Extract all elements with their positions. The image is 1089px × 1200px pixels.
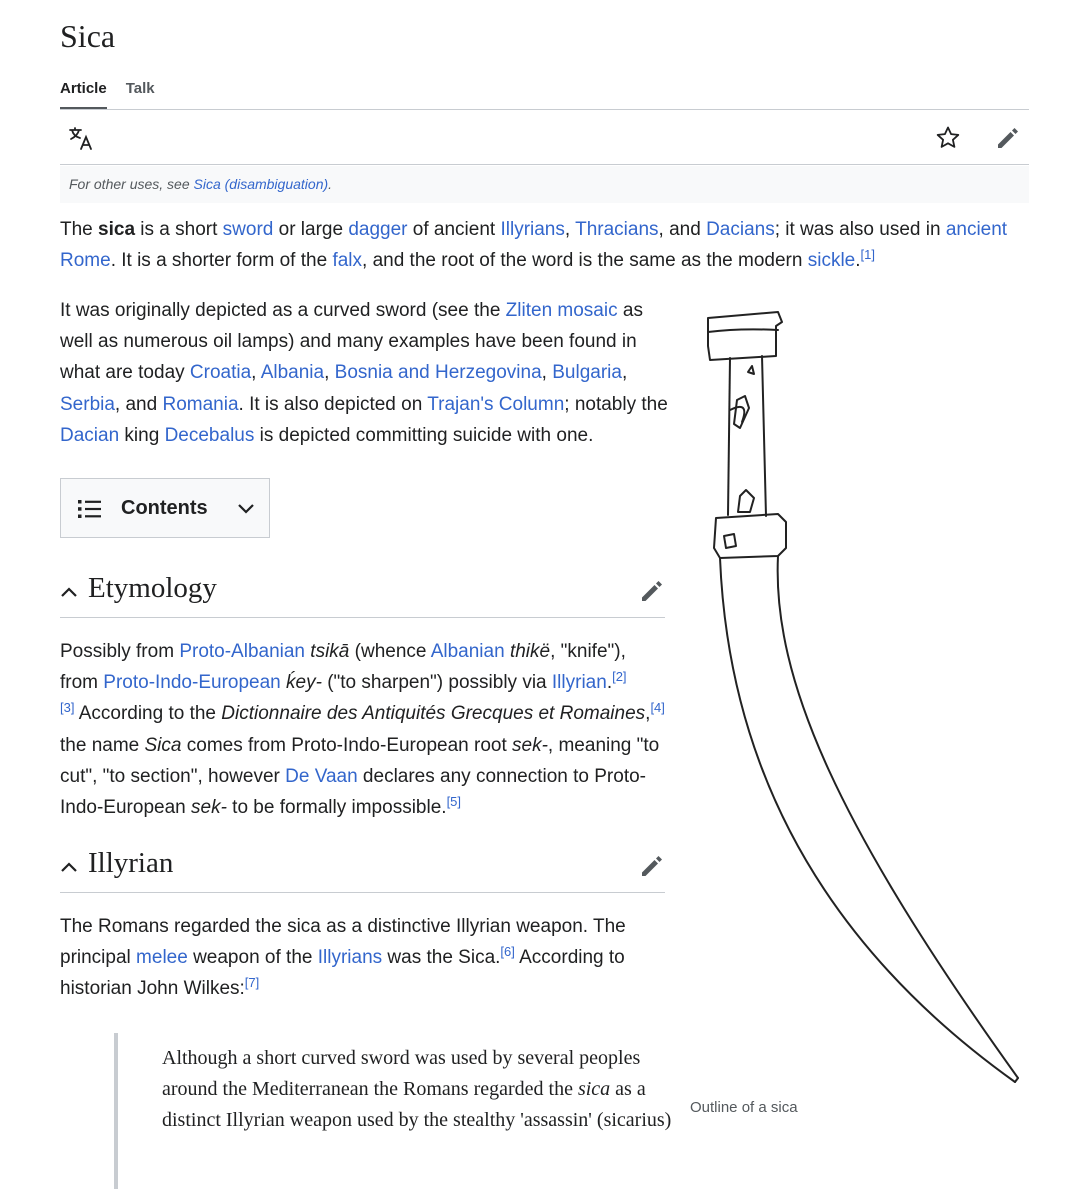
link-illyrians[interactable]: Illyrians: [500, 219, 565, 240]
figure-caption: Outline of a sica: [690, 1099, 798, 1116]
etymology-heading-text: Etymology: [88, 572, 217, 604]
tab-talk[interactable]: Talk: [125, 80, 155, 97]
link-proto-albanian[interactable]: Proto-Albanian: [179, 641, 306, 662]
intro-paragraph-2: It was originally depicted as a curved sword (see the Zliten mosaic as well as numerous oil lamps) and many examples have been found in what are today Croatia, Albania, Bosnia and Herzegovina, Bulgaria, Serbia, and Romania. It is also depicted on Trajan's Column; notably the Dacian king Decebalus is depicted committing suicide with one.: [60, 300, 668, 446]
link-trajans-column[interactable]: Trajan's Column: [427, 393, 565, 415]
disambiguation-link[interactable]: Sica (disambiguation): [193, 176, 329, 192]
reference-2[interactable]: [2]: [612, 669, 627, 685]
link-de-vaan[interactable]: De Vaan: [285, 765, 358, 787]
sica-outline-image[interactable]: [690, 300, 1030, 1120]
reference-3[interactable]: [3]: [60, 700, 75, 716]
reference-4[interactable]: [4]: [650, 700, 665, 716]
link-albania[interactable]: Albania: [260, 362, 325, 384]
etymology-paragraph: Possibly from Proto-Albanian tsikā (whence Albanian thikë, "knife"), from Proto-Indo-European ḱey- ("to sharpen") possibly via Illyrian.[2] [3] According to the Dictionnaire des Antiquités Grecques et Romaines,[4] the name Sica comes from Proto-Indo-European root sek-, meaning "to cut", "to section", however De Vaan declares any connection to Proto-Indo-European sek- to be formally impossible.[5]: [60, 641, 665, 819]
reference-6[interactable]: [6]: [500, 944, 515, 960]
link-romania[interactable]: Romania: [162, 393, 239, 415]
language-translate-icon[interactable]: [68, 125, 94, 151]
quote-text: Although a short curved sword was used by several peoples around the Mediterranean the Romans regarded the sica as a distinct Illyrian weapon used by the stealthy 'assassin' (sicarius): [162, 1047, 672, 1131]
blockquote: [114, 1033, 673, 1189]
reference-5[interactable]: [5]: [446, 794, 462, 810]
pencil-icon[interactable]: [639, 578, 665, 604]
tabs-divider: [60, 109, 1029, 110]
section-heading-etymology[interactable]: [60, 572, 665, 618]
link-serbia[interactable]: Serbia: [60, 393, 115, 415]
link-bulgaria[interactable]: Bulgaria: [552, 362, 622, 384]
chevron-down-icon: [237, 503, 255, 515]
link-zliten-mosaic[interactable]: Zliten mosaic: [505, 300, 618, 321]
link-proto-indo-european[interactable]: Proto-Indo-European: [103, 672, 281, 694]
star-icon[interactable]: [935, 125, 961, 151]
link-dacians[interactable]: Dacians: [706, 219, 775, 240]
list-bullets-icon: [77, 498, 103, 520]
chevron-up-icon[interactable]: [60, 860, 78, 874]
page-toolbar: [60, 112, 1029, 165]
hatnote: [60, 166, 1029, 203]
link-illyrians-2[interactable]: Illyrians: [317, 947, 383, 969]
illyrian-paragraph: The Romans regarded the sica as a distinctive Illyrian weapon. The principal melee weapon of the Illyrians was the Sica.[6] According to historian John Wilkes:[7]: [60, 916, 626, 1000]
link-thracians[interactable]: Thracians: [575, 219, 659, 240]
intro-paragraph-1: The sica is a short sword or large dagger of ancient Illyrians, Thracians, and Dacians; it was also used in ancient Rome. It is a shorter form of the falx, and the root of the word is the same as the modern sickle.[1]: [60, 219, 1008, 272]
reference-1[interactable]: [1]: [860, 247, 875, 263]
link-sickle[interactable]: sickle: [807, 250, 856, 272]
bold-term: sica: [98, 219, 136, 240]
link-melee[interactable]: melee: [136, 947, 188, 969]
hatnote-end: .: [328, 176, 333, 192]
link-illyrian[interactable]: Illyrian: [551, 672, 607, 694]
link-albanian[interactable]: Albanian: [430, 641, 505, 662]
link-croatia[interactable]: Croatia: [189, 362, 252, 384]
link-decebalus[interactable]: Decebalus: [164, 424, 255, 446]
illyrian-heading-text: Illyrian: [88, 847, 174, 879]
contents-label: Contents: [121, 497, 208, 519]
chevron-up-icon[interactable]: [60, 585, 78, 599]
link-dacian[interactable]: Dacian: [60, 424, 120, 446]
page-title: Sica: [60, 18, 116, 54]
hatnote-text: For other uses, see: [69, 176, 194, 192]
section-heading-illyrian[interactable]: [60, 847, 665, 893]
link-sword[interactable]: sword: [222, 219, 274, 240]
pencil-icon[interactable]: [639, 853, 665, 879]
link-ancient-rome[interactable]: ancient Rome: [60, 219, 1008, 272]
reference-7[interactable]: [7]: [244, 975, 260, 991]
tab-article[interactable]: Article: [60, 80, 107, 109]
link-dagger[interactable]: dagger: [348, 219, 408, 240]
pencil-icon[interactable]: [995, 125, 1021, 151]
contents-toggle[interactable]: [60, 478, 270, 538]
link-bosnia[interactable]: Bosnia and Herzegovina: [334, 362, 542, 384]
link-falx[interactable]: falx: [332, 250, 363, 272]
page-tabs: [60, 80, 155, 109]
